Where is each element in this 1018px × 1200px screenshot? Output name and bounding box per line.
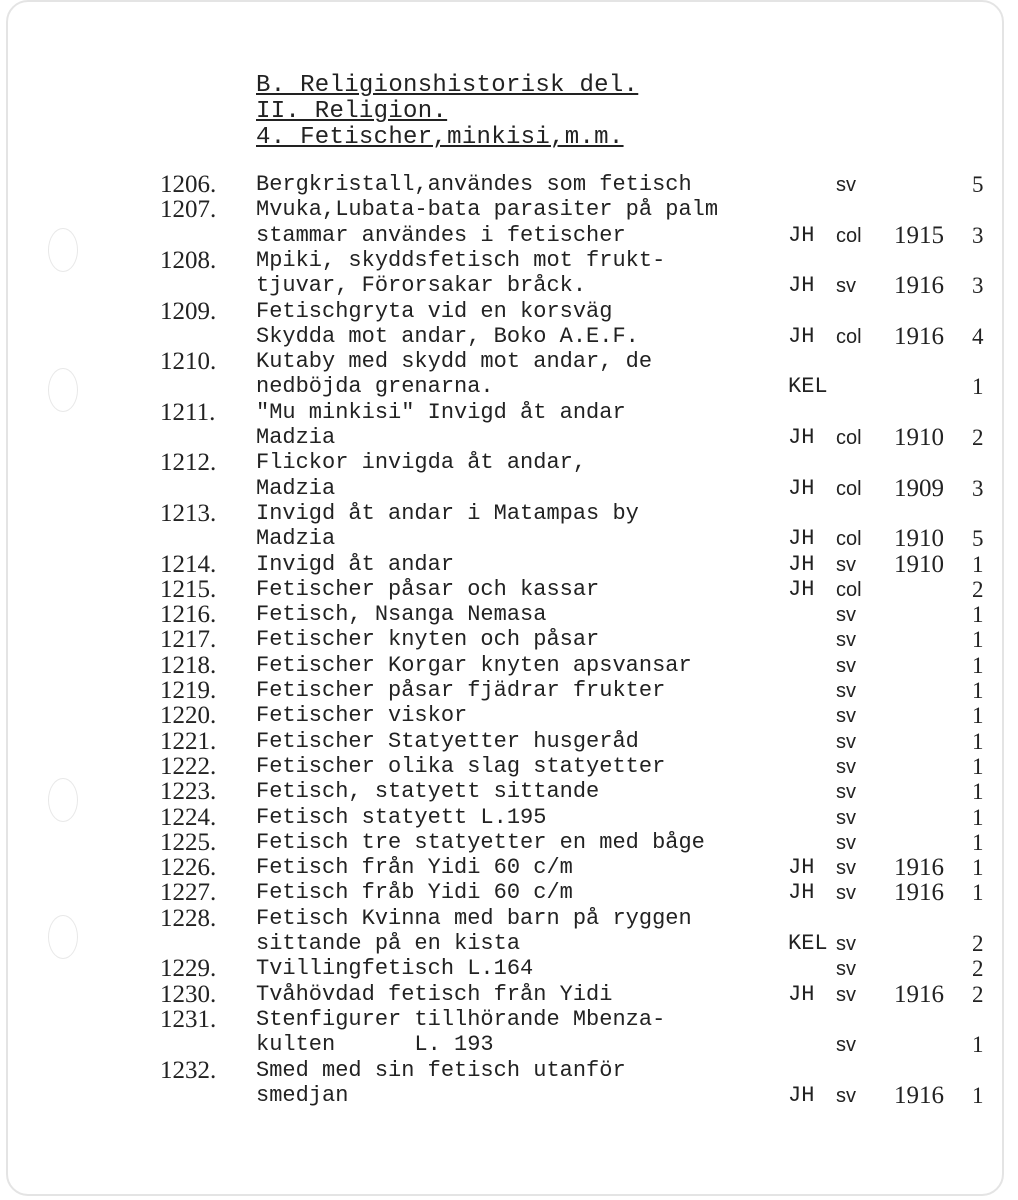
entry-row (0, 729, 1018, 755)
entry-description: Madzia (256, 526, 336, 551)
entry-number: 1212. (160, 449, 217, 476)
entry-description: nedböjda grenarna. (256, 374, 494, 399)
entry-collector: JH (788, 223, 815, 248)
entry-description: Fetischer påsar fjädrar frukter (256, 678, 666, 703)
entry-category: sv (836, 604, 856, 626)
entry-description: Bergkristall,användes som fetisch (256, 172, 692, 197)
entry-row (0, 880, 1018, 906)
entry-number: 1229. (160, 955, 217, 982)
entry-description: kulten L. 193 (256, 1032, 494, 1057)
entry-row-continued (0, 476, 1018, 502)
entry-row (0, 678, 1018, 704)
category-heading: 4. Fetischer,minkisi,m.m. (256, 124, 624, 151)
entry-row-continued (0, 1032, 1018, 1058)
entry-collector: KEL (788, 374, 828, 399)
entry-year: 1915 (894, 222, 944, 249)
entry-collector: JH (788, 1083, 815, 1108)
entry-category: sv (836, 731, 856, 753)
entry-quantity: 1 (972, 855, 984, 880)
entry-description: Flickor invigda åt andar, (256, 450, 587, 475)
entry-description: Fetisch tre statyetter en med båge (256, 830, 705, 855)
entry-category: sv (836, 882, 856, 904)
entry-row (0, 653, 1018, 679)
entry-collector: JH (788, 526, 815, 551)
entry-year: 1916 (894, 323, 944, 350)
entry-number: 1218. (160, 652, 217, 679)
entry-collector: JH (788, 552, 815, 577)
subsection-heading: II. Religion. (256, 98, 448, 125)
entry-row (0, 956, 1018, 982)
entry-collector: JH (788, 324, 815, 349)
entry-number: 1216. (160, 601, 217, 628)
entry-collector: JH (788, 425, 815, 450)
entry-number: 1215. (160, 576, 217, 603)
entry-number: 1214. (160, 551, 217, 578)
entry-row (0, 602, 1018, 628)
entry-row-continued (0, 223, 1018, 249)
entry-category: sv (836, 807, 856, 829)
entry-row-continued (0, 425, 1018, 451)
entry-description: Stenfigurer tillhörande Mbenza- (256, 1007, 666, 1032)
entry-quantity: 1 (972, 678, 984, 703)
entry-description: Tvillingfetisch L.164 (256, 956, 534, 981)
entry-category: col (836, 478, 862, 500)
entry-description: smedjan (256, 1083, 349, 1108)
entry-row (0, 982, 1018, 1008)
entry-quantity: 3 (972, 273, 984, 298)
entry-row (0, 552, 1018, 578)
entry-number: 1211. (160, 399, 216, 426)
entry-description: Kutaby med skydd mot andar, de (256, 349, 653, 374)
entry-category: sv (836, 832, 856, 854)
entry-number: 1210. (160, 348, 217, 375)
entry-row (0, 779, 1018, 805)
entry-row (0, 627, 1018, 653)
entry-row (0, 703, 1018, 729)
entry-number: 1225. (160, 829, 217, 856)
entry-category: sv (836, 554, 856, 576)
entry-quantity: 1 (972, 754, 984, 779)
entry-number: 1219. (160, 677, 217, 704)
entry-description: Fetisch från Yidi 60 c/m (256, 855, 573, 880)
entry-row (0, 349, 1018, 375)
entry-quantity: 1 (972, 653, 984, 678)
entry-collector: JH (788, 855, 815, 880)
entry-collector: JH (788, 982, 815, 1007)
entry-category: sv (836, 655, 856, 677)
entry-category: col (836, 528, 862, 550)
entry-row (0, 830, 1018, 856)
entry-category: sv (836, 680, 856, 702)
entry-collector: JH (788, 577, 815, 602)
entry-description: Fetisch statyett L.195 (256, 805, 547, 830)
entry-quantity: 4 (972, 324, 984, 349)
entry-number: 1208. (160, 247, 217, 274)
entry-category: sv (836, 1085, 856, 1107)
entry-quantity: 1 (972, 805, 984, 830)
entry-quantity: 2 (972, 425, 984, 450)
entry-category: sv (836, 629, 856, 651)
entry-year: 1916 (894, 272, 944, 299)
entry-description: Fetischer olika slag statyetter (256, 754, 666, 779)
entry-row (0, 754, 1018, 780)
entry-quantity: 1 (972, 729, 984, 754)
entry-description: Mpiki, skyddsfetisch mot frukt- (256, 248, 666, 273)
entry-year: 1909 (894, 475, 944, 502)
entry-year: 1910 (894, 551, 944, 578)
entry-description: Fetisch Kvinna med barn på ryggen (256, 906, 692, 931)
entry-quantity: 1 (972, 779, 984, 804)
entry-quantity: 2 (972, 982, 984, 1007)
entry-category: col (836, 427, 862, 449)
entry-description: Fetischer Korgar knyten apsvansar (256, 653, 692, 678)
entry-row (0, 805, 1018, 831)
entry-description: Fetischgryta vid en korsväg (256, 299, 613, 324)
entry-collector: JH (788, 476, 815, 501)
entry-description: Fetisch, Nsanga Nemasa (256, 602, 547, 627)
entry-year: 1916 (894, 981, 944, 1008)
entry-quantity: 3 (972, 223, 984, 248)
entry-quantity: 2 (972, 956, 984, 981)
entry-quantity: 1 (972, 830, 984, 855)
entry-description: Invigd åt andar (256, 552, 455, 577)
entry-row (0, 855, 1018, 881)
entry-row-continued (0, 374, 1018, 400)
entry-collector: JH (788, 880, 815, 905)
entry-row (0, 400, 1018, 426)
entry-category: col (836, 326, 862, 348)
entry-number: 1224. (160, 804, 217, 831)
entry-quantity: 5 (972, 172, 984, 197)
entry-category: sv (836, 174, 856, 196)
entry-year: 1910 (894, 525, 944, 552)
entry-number: 1207. (160, 196, 217, 223)
entry-category: sv (836, 857, 856, 879)
entry-row (0, 172, 1018, 198)
entry-row (0, 1007, 1018, 1033)
entry-quantity: 1 (972, 1083, 984, 1108)
entry-description: Smed med sin fetisch utanför (256, 1058, 626, 1083)
entry-row (0, 577, 1018, 603)
entry-description: Mvuka,Lubata-bata parasiter på palm (256, 197, 719, 222)
entry-category: sv (836, 958, 856, 980)
entry-quantity: 1 (972, 374, 984, 399)
entry-quantity: 1 (972, 880, 984, 905)
entry-description: stammar användes i fetischer (256, 223, 626, 248)
entry-description: Fetischer Statyetter husgeråd (256, 729, 639, 754)
entry-description: Madzia (256, 476, 336, 501)
entry-number: 1217. (160, 626, 217, 653)
entry-quantity: 1 (972, 602, 984, 627)
entry-description: Fetischer påsar och kassar (256, 577, 600, 602)
entry-number: 1213. (160, 500, 217, 527)
entry-row (0, 248, 1018, 274)
entry-category: sv (836, 1034, 856, 1056)
entry-quantity: 1 (972, 1032, 984, 1057)
entry-description: Fetisch, statyett sittande (256, 779, 600, 804)
entry-quantity: 5 (972, 526, 984, 551)
entry-number: 1231. (160, 1006, 217, 1033)
entry-description: "Mu minkisi" Invigd åt andar (256, 400, 626, 425)
entry-quantity: 1 (972, 703, 984, 728)
entry-row (0, 906, 1018, 932)
entry-category: sv (836, 275, 856, 297)
entry-category: sv (836, 756, 856, 778)
entry-category: sv (836, 933, 856, 955)
entry-category: col (836, 579, 862, 601)
entry-quantity: 1 (972, 627, 984, 652)
entry-description: Madzia (256, 425, 336, 450)
section-heading: B. Religionshistorisk del. (256, 72, 639, 99)
entry-description: sittande på en kista (256, 931, 521, 956)
entry-row-continued (0, 931, 1018, 957)
entry-number: 1209. (160, 298, 217, 325)
entry-row-continued (0, 324, 1018, 350)
entry-number: 1226. (160, 854, 217, 881)
entry-number: 1227. (160, 879, 217, 906)
entry-year: 1916 (894, 1082, 944, 1109)
entry-quantity: 3 (972, 476, 984, 501)
entry-description: Tvåhövdad fetisch från Yidi (256, 982, 613, 1007)
entry-description: Fetisch fråb Yidi 60 c/m (256, 880, 573, 905)
entry-collector: JH (788, 273, 815, 298)
entry-row-continued (0, 273, 1018, 299)
entry-description: Skydda mot andar, Boko A.E.F. (256, 324, 639, 349)
entry-year: 1916 (894, 854, 944, 881)
entry-description: Fetischer viskor (256, 703, 468, 728)
entry-row-continued (0, 1083, 1018, 1109)
entry-year: 1916 (894, 879, 944, 906)
entry-category: sv (836, 705, 856, 727)
entry-category: sv (836, 984, 856, 1006)
entry-year: 1910 (894, 424, 944, 451)
entry-number: 1221. (160, 728, 217, 755)
entry-row (0, 1058, 1018, 1084)
entry-row (0, 299, 1018, 325)
entry-number: 1206. (160, 171, 217, 198)
entry-description: Fetischer knyten och påsar (256, 627, 600, 652)
entry-quantity: 1 (972, 552, 984, 577)
entry-row (0, 501, 1018, 527)
entry-description: tjuvar, Förorsakar bråck. (256, 273, 587, 298)
entry-row (0, 450, 1018, 476)
entry-number: 1220. (160, 702, 217, 729)
entry-category: col (836, 225, 862, 247)
entry-number: 1230. (160, 981, 217, 1008)
entry-row-continued (0, 526, 1018, 552)
entry-row (0, 197, 1018, 223)
entry-number: 1223. (160, 778, 217, 805)
entry-category: sv (836, 781, 856, 803)
entry-number: 1232. (160, 1057, 217, 1084)
entry-number: 1222. (160, 753, 217, 780)
entry-description: Invigd åt andar i Matampas by (256, 501, 639, 526)
entry-quantity: 2 (972, 931, 984, 956)
entry-number: 1228. (160, 905, 217, 932)
entry-collector: KEL (788, 931, 828, 956)
entry-quantity: 2 (972, 577, 984, 602)
